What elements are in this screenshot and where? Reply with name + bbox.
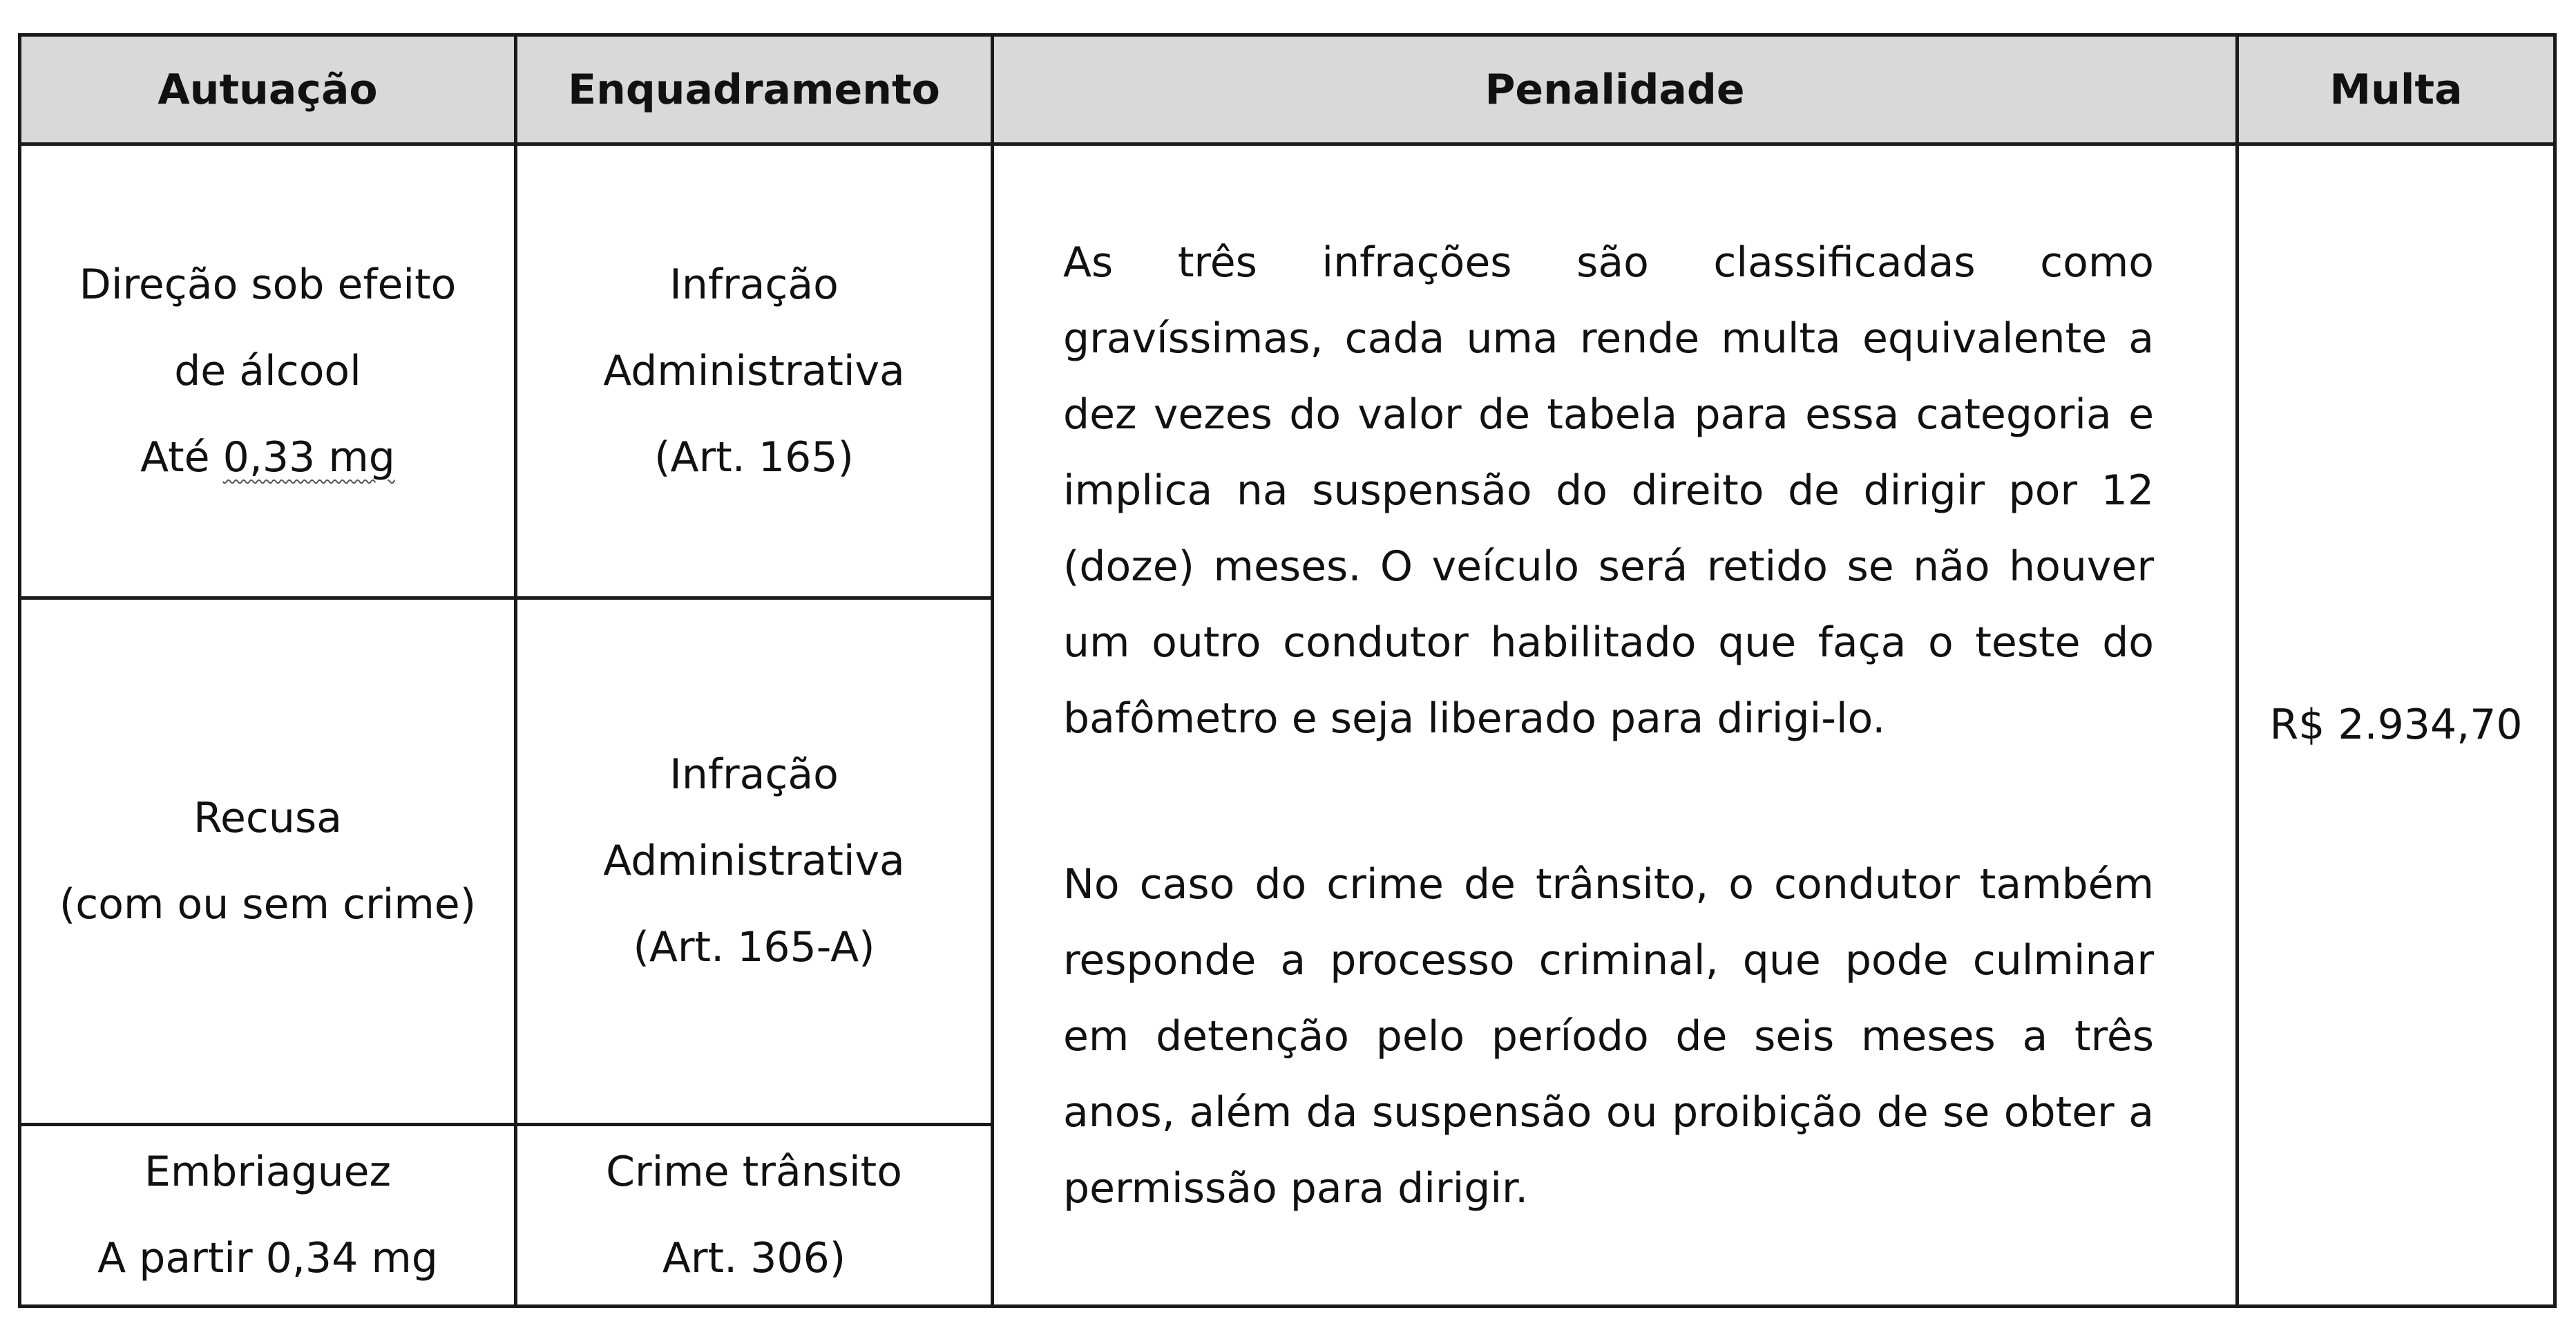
autuacao-limit-line	[21, 415, 514, 501]
enquadramento-cell-art306	[516, 1125, 993, 1307]
enquadramento-text: Infração Administrativa (Art. 165-A)	[603, 750, 905, 971]
header-autuacao: Autuação	[20, 35, 516, 144]
autuacao-text: Embriaguez A partir 0,34 mg	[97, 1148, 438, 1282]
autuacao-cell-recusa	[20, 598, 516, 1125]
penalidade-paragraph-infracoes: As três infrações são classificadas como gravíssimas, cada uma rende multa equivalente a dez vezes do valor de tabela para essa categoria e implica na suspensão do direito de dirigir por 12 (doze) meses. O veículo será retido se não houver um outro condutor habilitado que faça o teste do bafômetro e seja liberado para dirigi-lo.	[1063, 238, 2154, 743]
autuacao-cell-embriaguez	[20, 1125, 516, 1307]
autuacao-line: Direção sob efeito	[79, 260, 457, 309]
autuacao-line: de álcool	[174, 346, 361, 395]
multa-value: R$ 2.934,70	[2269, 701, 2523, 749]
autuacao-limit-value: 0,33 mg	[222, 433, 395, 482]
multa-cell	[2238, 144, 2555, 1307]
alcohol-penalty-table	[18, 33, 2557, 1308]
enquadramento-text: Crime trânsito Art. 306)	[606, 1148, 902, 1282]
enquadramento-text: Infração Administrativa (Art. 165)	[603, 260, 905, 482]
header-row	[20, 35, 2555, 144]
header-enquadramento: Enquadramento	[516, 35, 993, 144]
penalidade-cell	[993, 144, 2238, 1307]
penalidade-paragraph-crime: No caso do crime de trânsito, o condutor também responde a processo criminal, que pode culminar em detenção pelo período de seis meses a três anos, além da suspensão ou proibição de se obter a permissão para dirigir.	[1063, 860, 2154, 1213]
penalty-table-container	[18, 33, 2553, 1301]
enquadramento-cell-art165a	[516, 598, 993, 1125]
autuacao-limit-prefix: Até	[140, 433, 223, 482]
autuacao-text: Recusa (com ou sem crime)	[59, 793, 477, 929]
enquadramento-cell-art165	[516, 144, 993, 598]
table-row	[20, 144, 2555, 598]
header-penalidade: Penalidade	[993, 35, 2238, 144]
autuacao-cell-direcao	[20, 144, 516, 598]
header-multa: Multa	[2238, 35, 2555, 144]
